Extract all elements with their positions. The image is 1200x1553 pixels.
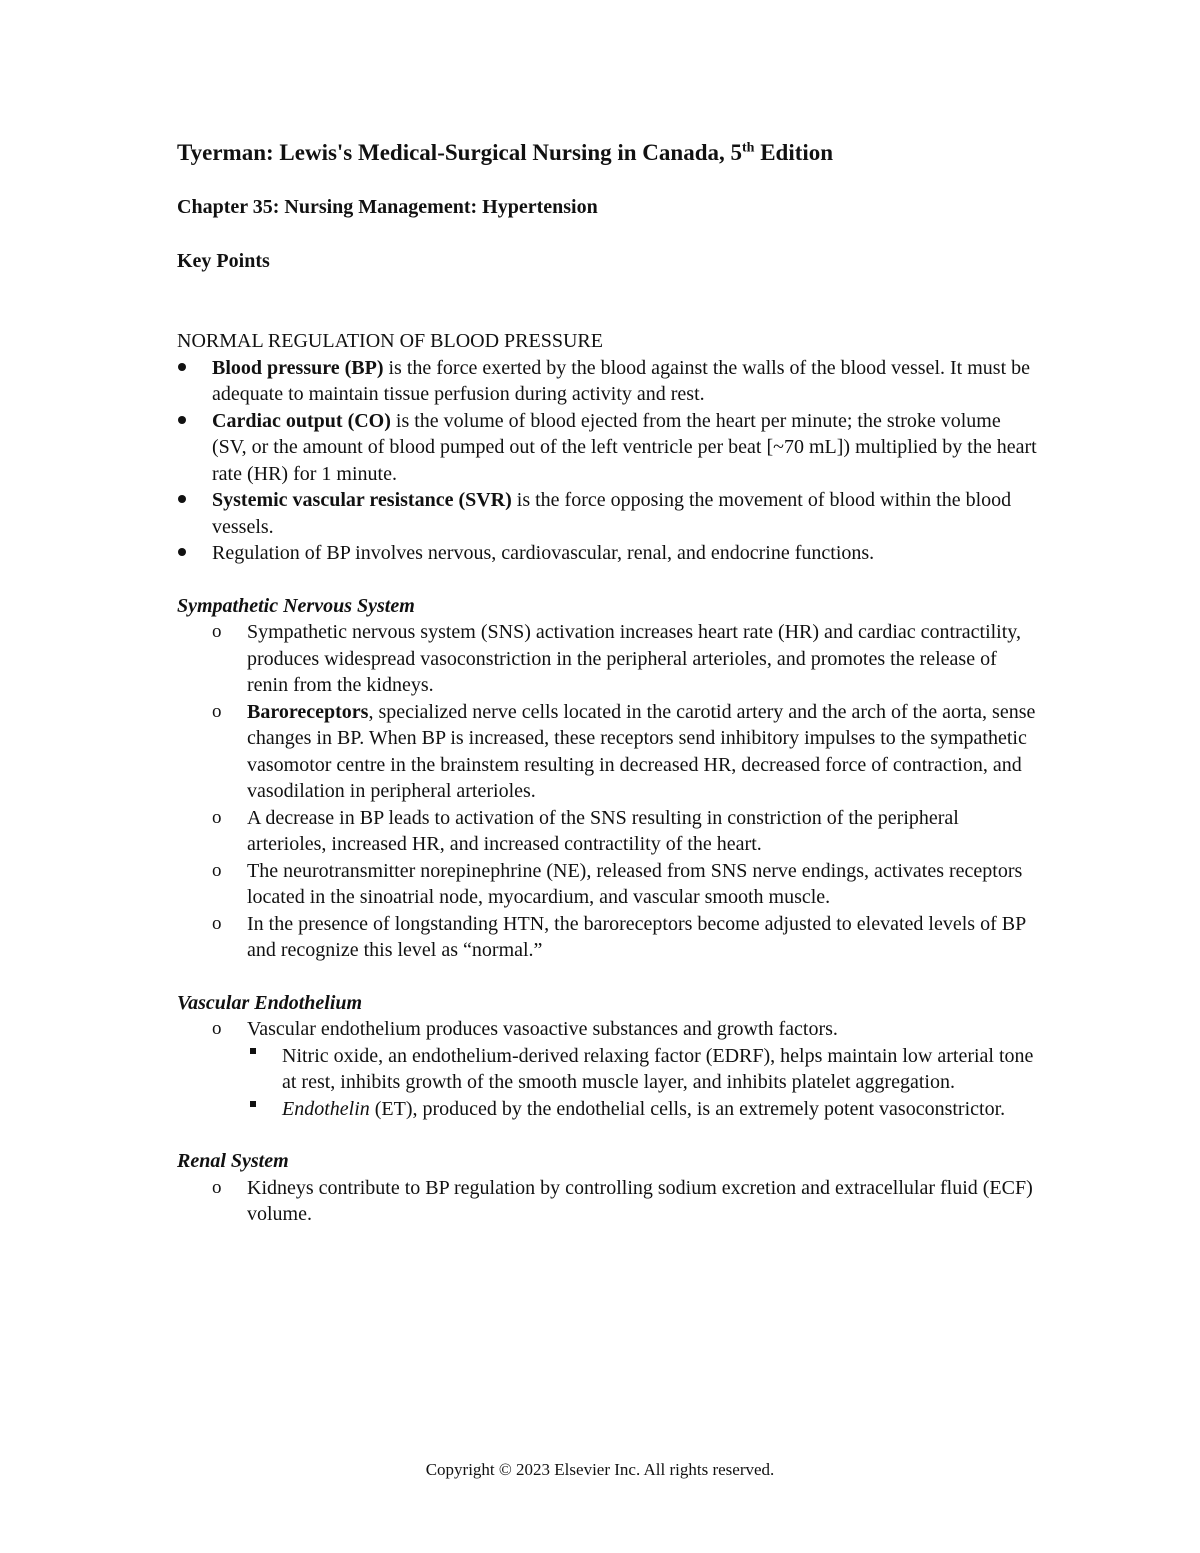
- bullet-circle: o: [212, 912, 222, 934]
- item-text: A decrease in BP leads to activation of the SNS resulting in constriction of the peripheral arterioles, increased HR, and increased contractility of the heart.: [247, 806, 959, 855]
- bullet-disc: [177, 540, 212, 567]
- list-item: [247, 1096, 1037, 1123]
- chapter-title: Chapter 35: Nursing Management: Hypertension: [177, 196, 598, 218]
- item-text: (ET), produced by the endothelial cells, is an extremely potent vasoconstrictor.: [369, 1097, 1006, 1120]
- bullet-disc: [177, 487, 212, 514]
- item-text: , specialized nerve cells located in the carotid artery and the arch of the aorta, sense changes in BP. When BP is increased, these receptors send inhibitory impulses to the sympathetic vasomotor centre in the brainstem resulting in decreased HR, decreased force of contraction, and vasodilation in peripheral arterioles.: [247, 700, 1036, 802]
- bullet-circle: o: [212, 859, 222, 881]
- item-text: Vascular endothelium produces vasoactive substances and growth factors.: [247, 1018, 838, 1040]
- edition-superscript: th: [742, 140, 755, 156]
- renal-list: [212, 1175, 1037, 1228]
- term-bold: Systemic vascular resistance (SVR): [212, 489, 512, 511]
- item-text: is the volume of blood ejected from the heart per minute; the stroke volume (SV, or the amount of blood pumped out of the left ventricle per beat [~70 mL]) multiplied by the heart rate (HR) for 1 minute.: [212, 409, 1037, 485]
- item-text: is the force opposing the movement of blood within the blood vessels.: [212, 489, 1012, 538]
- vascular-heading: Vascular Endothelium: [177, 991, 363, 1014]
- term-italic: Endothelin: [282, 1097, 370, 1120]
- bullet-square: [247, 1096, 282, 1123]
- list-item: [212, 911, 1037, 964]
- item-text: In the presence of longstanding HTN, the baroreceptors become adjusted to elevated levels of BP and recognize this level as “normal.”: [247, 912, 1026, 961]
- list-item: [212, 1016, 1037, 1043]
- term-bold: Cardiac output (CO): [212, 409, 391, 432]
- list-item: [247, 1043, 1037, 1096]
- list-item: [177, 355, 1037, 408]
- bullet-circle: o: [212, 1018, 222, 1039]
- book-title-text: Tyerman: Lewis's Medical-Surgical Nursing in Canada, 5: [177, 140, 743, 165]
- copyright-footer: Copyright © 2023 Elsevier Inc. All rights reserved.: [425, 1460, 775, 1479]
- sympathetic-heading: Sympathetic Nervous System: [177, 594, 415, 617]
- bullet-circle: o: [212, 806, 222, 828]
- sublist-container: [212, 1043, 1037, 1123]
- book-title: [177, 138, 1037, 168]
- bullet-square: [247, 1043, 282, 1070]
- sympathetic-list: [212, 619, 1037, 964]
- bullet-disc: [177, 355, 212, 382]
- key-points-heading: Key Points: [177, 249, 270, 272]
- list-item: [212, 619, 1037, 699]
- item-text: The neurotransmitter norepinephrine (NE), released from SNS nerve endings, activates receptors located in the sinoatrial node, myocardium, and vascular smooth muscle.: [247, 859, 1023, 908]
- list-item: [212, 805, 1037, 858]
- normal-regulation-heading: NORMAL REGULATION OF BLOOD PRESSURE: [177, 330, 603, 352]
- bullet-circle: o: [212, 1176, 222, 1198]
- renal-heading: Renal System: [177, 1150, 289, 1172]
- book-title-edition: Edition: [754, 140, 834, 165]
- item-text: Regulation of BP involves nervous, cardiovascular, renal, and endocrine functions.: [212, 542, 875, 564]
- bullet-circle: o: [212, 621, 222, 642]
- term-bold: Blood pressure (BP): [212, 356, 384, 379]
- bullet-circle: o: [212, 700, 222, 722]
- document-page: [177, 138, 1037, 1228]
- vascular-sublist: [247, 1043, 1037, 1123]
- normal-regulation-list: [177, 355, 1037, 567]
- vascular-list: [212, 1016, 1037, 1043]
- list-item: [212, 858, 1037, 911]
- list-item: [212, 1175, 1037, 1228]
- list-item: [177, 540, 1037, 567]
- list-item: [177, 408, 1037, 488]
- item-text: Sympathetic nervous system (SNS) activation increases heart rate (HR) and cardiac contractility, produces widespread vasoconstriction in the peripheral arterioles, and promotes the release of renin from the kidneys.: [247, 621, 1021, 696]
- list-item: [177, 487, 1037, 540]
- list-item: [212, 699, 1037, 805]
- bullet-disc: [177, 408, 212, 435]
- item-text: is the force exerted by the blood against the walls of the blood vessel. It must be adequate to maintain tissue perfusion during activity and rest.: [212, 356, 1031, 405]
- item-text: Kidneys contribute to BP regulation by controlling sodium excretion and extracellular fluid (ECF) volume.: [247, 1176, 1033, 1225]
- term-bold: Baroreceptors: [247, 700, 369, 723]
- vascular-sublist-wrapper: [212, 1043, 1037, 1123]
- item-text: Nitric oxide, an endothelium-derived relaxing factor (EDRF), helps maintain low arterial tone at rest, inhibits growth of the smooth muscle layer, and inhibits platelet aggregation.: [282, 1044, 1034, 1093]
